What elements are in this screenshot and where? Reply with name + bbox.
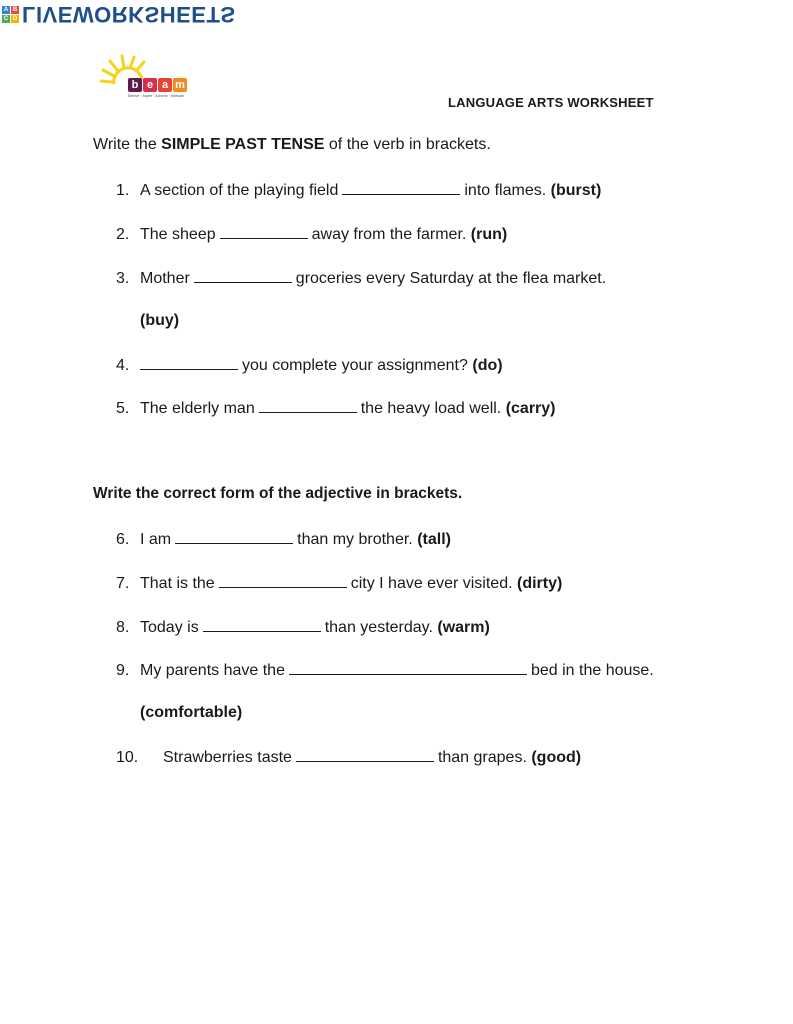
watermark-text: LIVEWORKSHEETS	[22, 2, 236, 27]
section1-instruction: Write the SIMPLE PAST TENSE of the verb in brackets.	[93, 136, 491, 153]
question-4: 4. you complete your assignment? (do)	[116, 357, 503, 374]
question-9: 9. My parents have the bed in the house.	[116, 662, 654, 679]
answer-blank[interactable]	[219, 573, 347, 588]
liveworksheets-watermark	[2, 2, 236, 26]
answer-blank[interactable]	[289, 660, 527, 675]
answer-blank[interactable]	[194, 268, 292, 283]
question-10: 10. Strawberries taste than grapes. (good)	[116, 749, 582, 766]
answer-blank[interactable]	[203, 617, 321, 632]
question-7: 7. That is the city I have ever visited. (dirty)	[116, 575, 563, 592]
question-6: 6. I am than my brother. (tall)	[116, 531, 451, 548]
question-3-hint: (buy)	[140, 312, 180, 329]
beam-tiles: b e a m	[128, 78, 187, 92]
answer-blank[interactable]	[259, 398, 357, 413]
question-2: 2. The sheep away from the farmer. (run)	[116, 226, 508, 243]
answer-blank[interactable]	[220, 224, 308, 239]
answer-blank[interactable]	[342, 180, 460, 195]
answer-blank[interactable]	[296, 747, 434, 762]
question-1: 1. A section of the playing field into flames. (burst)	[116, 182, 602, 199]
abcd-blocks-icon: A B C D	[3, 6, 18, 22]
question-3: 3. Mother groceries every Saturday at the flea market.	[116, 270, 607, 287]
section2-instruction: Write the correct form of the adjective in brackets.	[93, 485, 463, 502]
question-8: 8. Today is than yesterday. (warm)	[116, 619, 490, 636]
beam-logo	[100, 54, 190, 104]
worksheet-title: LANGUAGE ARTS WORKSHEET	[448, 95, 654, 110]
logo-tagline: Believe · Aspire · Achieve · Motivate	[128, 94, 185, 98]
answer-blank[interactable]	[140, 355, 238, 370]
question-5: 5. The elderly man the heavy load well. (carry)	[116, 400, 556, 417]
answer-blank[interactable]	[175, 529, 293, 544]
question-9-hint: (comfortable)	[140, 704, 243, 721]
